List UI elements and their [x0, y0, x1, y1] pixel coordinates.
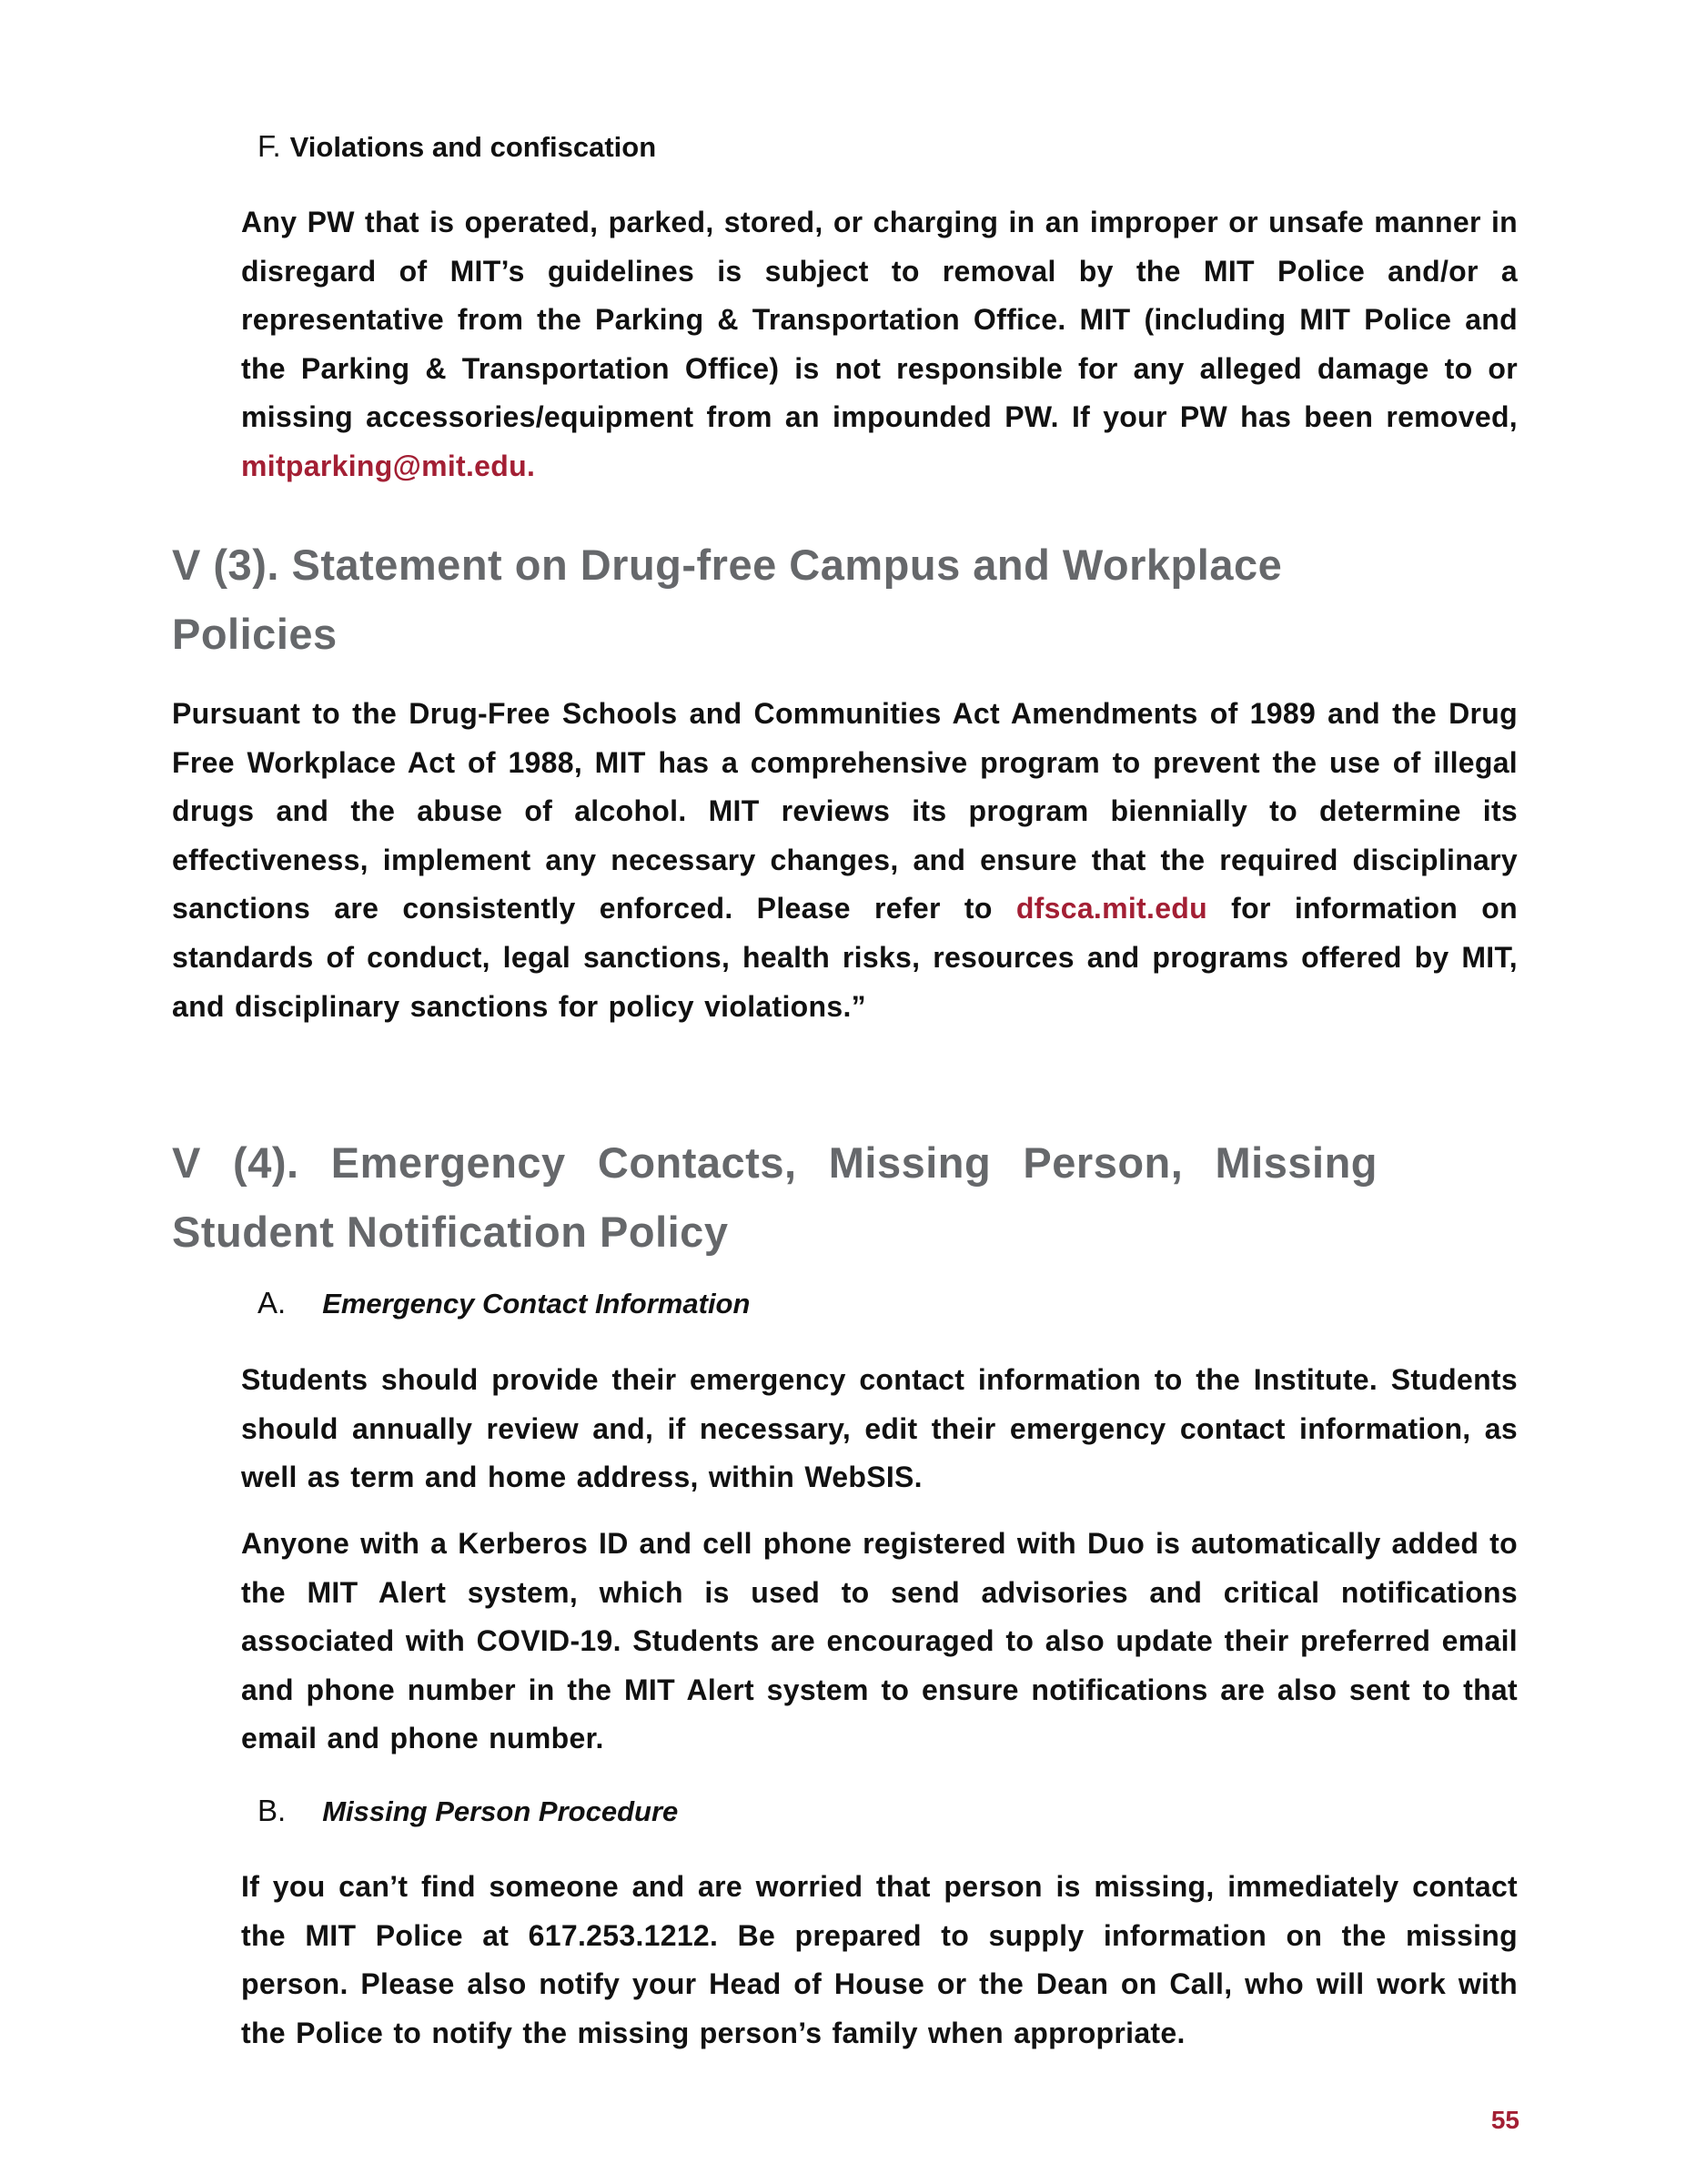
subsection-a-title: Emergency Contact Information [322, 1288, 751, 1320]
subsection-a-heading [257, 1285, 750, 1322]
section-f-body [241, 198, 1518, 491]
section-f-text: Any PW that is operated, parked, stored, or charging in an improper or unsafe manner in disregard of MIT’s guidelines is subject to removal by the MIT Police and/or a representative from the Parking & Transportation Office. MIT (including MIT Police and the Parking & Transportation Office) is not responsible for any alleged damage to or missing accessories/equipment from an impounded PW. If your PW has been removed, [241, 206, 1518, 434]
subsection-b-para-1: If you can’t find someone and are worried that person is missing, immediately contact the MIT Police at 617.253.1212. Be prepared to supply information on the missing person. Please also notify your Head of House or the Dean on Call, who will work with the Police to notify the missing person’s family when appropriate. [241, 1870, 1518, 2049]
subsection-a-letter: A. [257, 1286, 287, 1320]
section-f-letter: F. [257, 129, 281, 163]
dfsca-link[interactable]: dfsca.mit.edu [1015, 892, 1207, 925]
subsection-a-para-2: Anyone with a Kerberos ID and cell phone registered with Duo is automatically added to the MIT Alert system, which is used to send advisories and critical notifications associated with COVID-19. Students are encouraged to also update their preferred email and phone number in the MIT Alert system to ensure notifications are also sent to that email and phone number. [241, 1527, 1518, 1755]
section-v3-text-before: Pursuant to the Drug-Free Schools and Communities Act Amendments of 1989 and the Drug Free Workplace Act of 1988, MIT has a comprehensive program to prevent the use of illegal drugs and the abuse of alcohol. MIT reviews its program biennially to determine its effectiveness, implement any necessary changes, and ensure that the required disciplinary sanctions are consistently enforced. Please refer to [172, 697, 1518, 925]
section-v3-heading: V (3). Statement on Drug-free Campus and Workplace Policies [172, 541, 1283, 658]
page-number: 55 [1490, 2106, 1519, 2134]
subsection-a-para-1: Students should provide their emergency contact information to the Institute. Students should annually review and, if necessary, edit their emergency contact information, as well as term and home address, within WebSIS. [241, 1363, 1518, 1494]
section-v4-heading: V (4). Emergency Contacts, Missing Person, Missing Student Notification Policy [172, 1138, 1378, 1256]
subsection-b-letter: B. [257, 1794, 287, 1827]
subsection-b-heading [257, 1793, 678, 1830]
parking-email-link[interactable]: mitparking@mit.edu. [241, 449, 536, 482]
section-f-heading [257, 128, 656, 166]
section-f-title: Violations and confiscation [289, 131, 657, 163]
subsection-b-title: Missing Person Procedure [322, 1795, 679, 1827]
section-v3-text-after: for information on standards of conduct, legal sanctions, health risks, resources and programs offered by MIT, and disciplinary sanctions for policy violations.” [172, 892, 1518, 1023]
section-v3-body [172, 690, 1518, 1031]
